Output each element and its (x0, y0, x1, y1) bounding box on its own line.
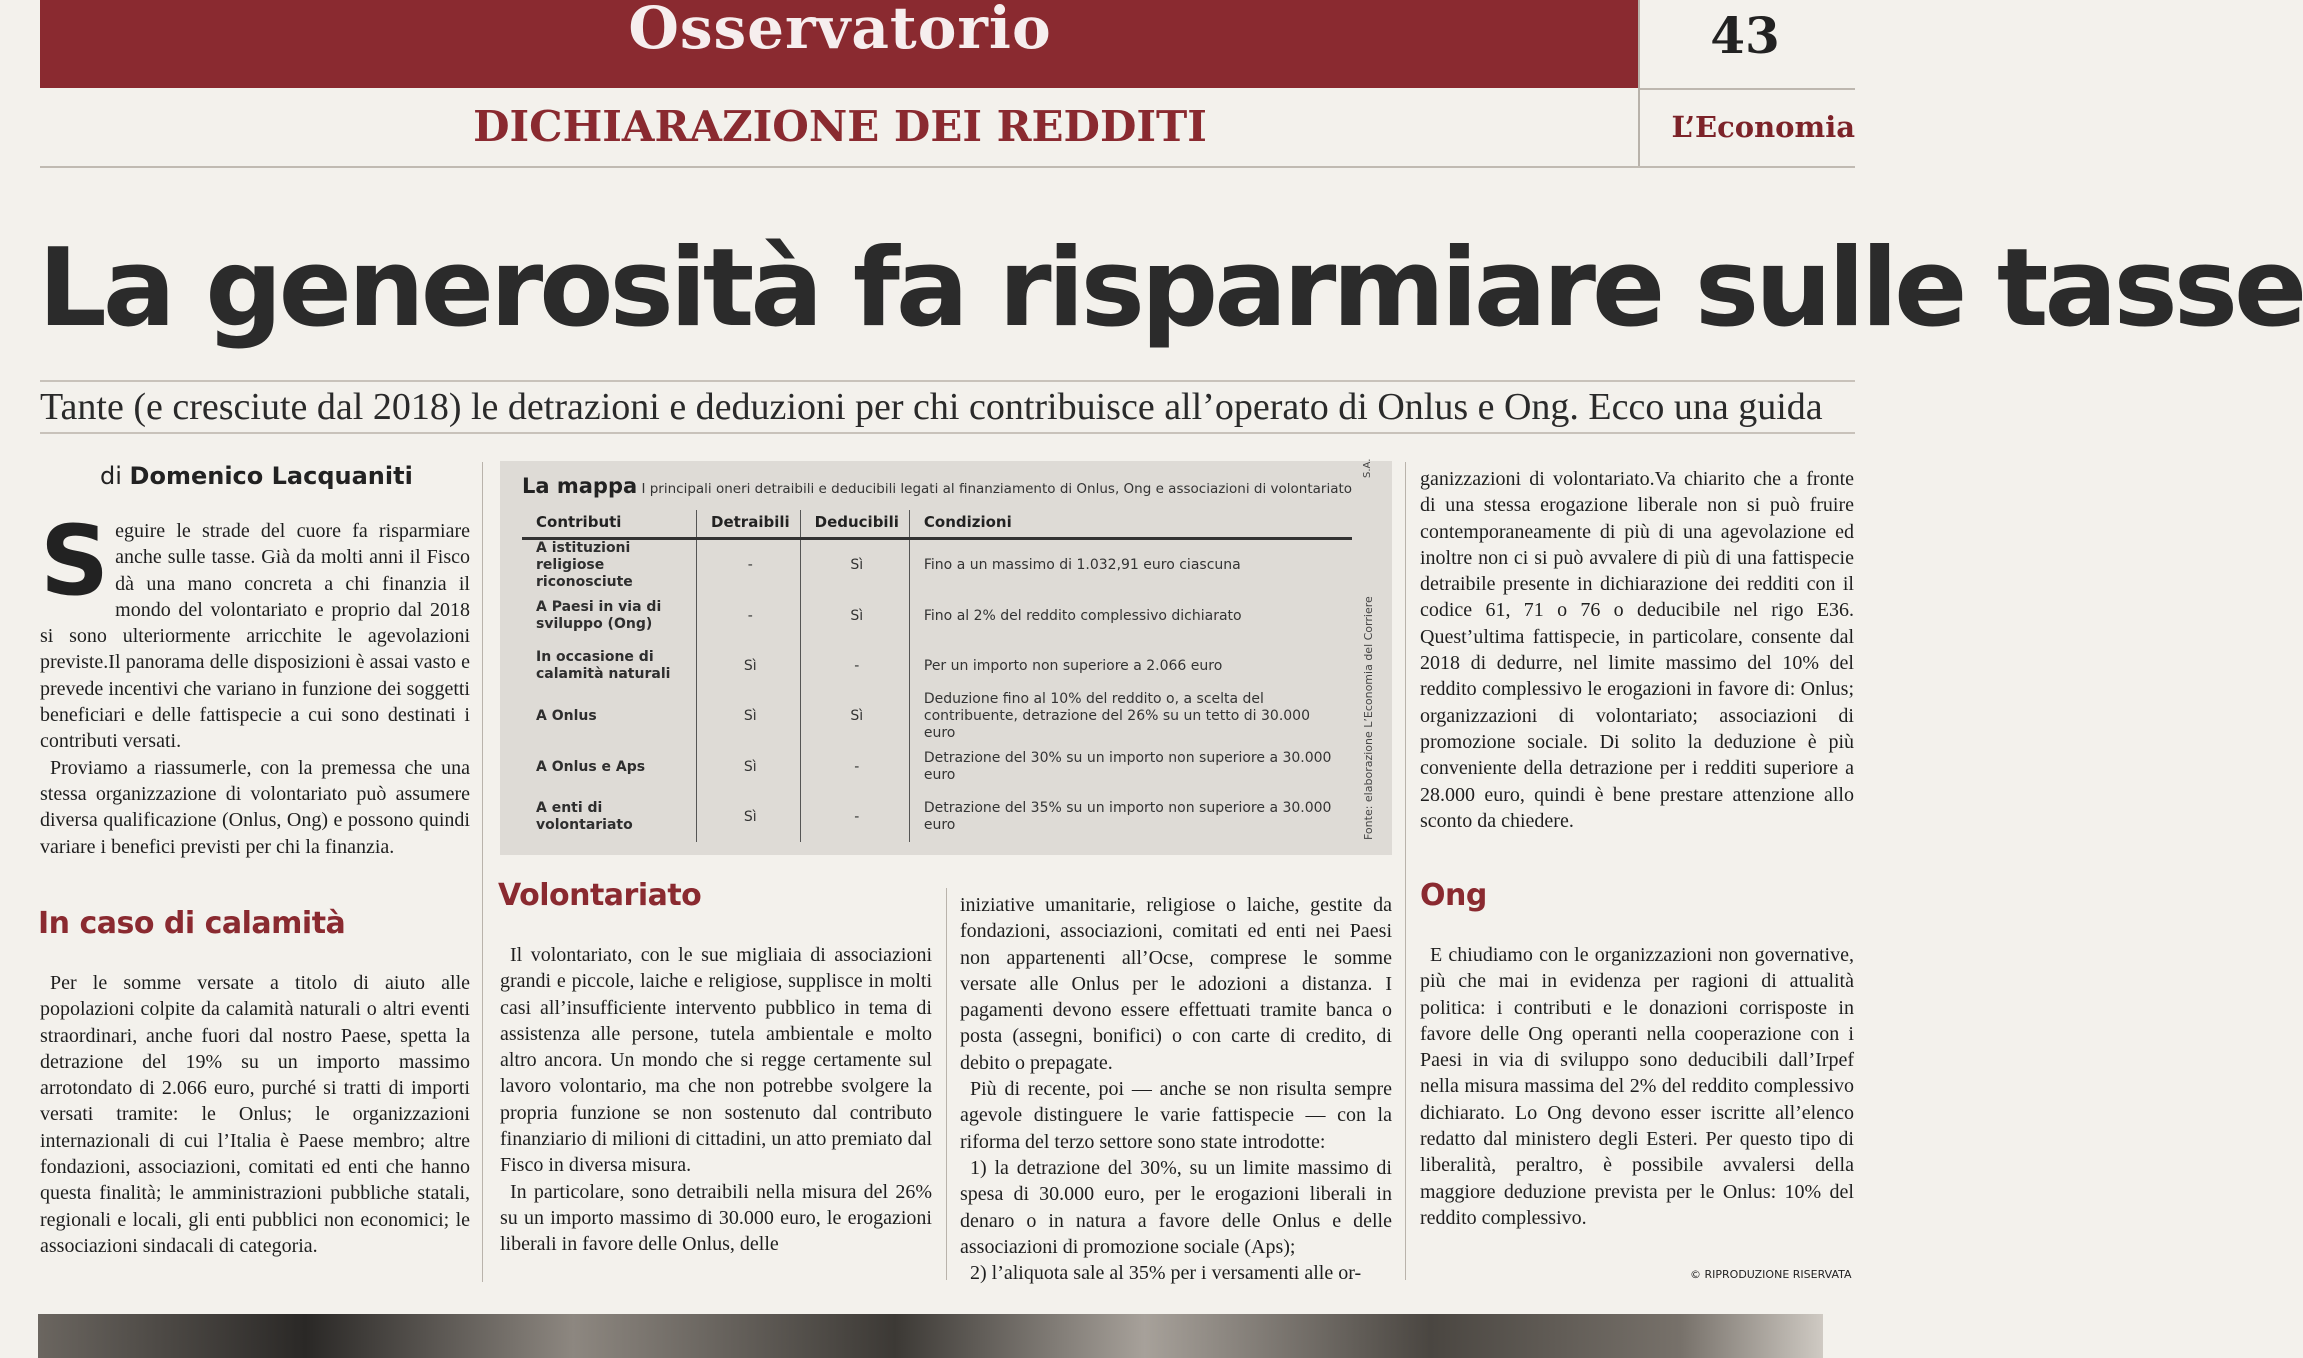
body-paragraph: iniziative umanitarie, religiose o laiche, gestite da fondazioni, associazioni, comitati ed enti nei Paesi non appartenenti all’Ocse, comprese le somme versate alle Onlus per le adozioni a distanza. I pagamenti devono essere effettuati tramite banca o posta (assegni, bonifici) o con carte di credito, di debito o prepagate. (960, 894, 1392, 1074)
table-row (522, 691, 1352, 742)
table-row (522, 641, 1352, 691)
divider (40, 432, 1855, 434)
table-cell: Sì (697, 641, 801, 691)
table-cell: - (697, 539, 801, 592)
drop-cap: S (40, 505, 110, 617)
map-title (522, 474, 1352, 498)
table-header-cell: Deducibili (800, 510, 909, 539)
table-row (522, 591, 1352, 641)
map-initials: S.A. (1362, 458, 1373, 478)
table-cell: Fino al 2% del reddito complessivo dichiarato (909, 591, 1352, 641)
table-row (522, 539, 1352, 592)
table-cell: Sì (800, 539, 909, 592)
deductions-table (522, 510, 1352, 842)
byline-prefix: di (100, 462, 122, 490)
table-cell: - (800, 742, 909, 792)
table-cell: Deduzione fino al 10% del reddito o, a scelta del contribuente, detrazione del 26% su un tetto di 30.000 euro (909, 691, 1352, 742)
table-cell: A enti di volontariato (536, 800, 633, 833)
intro-column (40, 505, 470, 860)
copyright-note: © RIPRODUZIONE RISERVATA (1690, 1268, 1852, 1281)
body-paragraph: E chiudiamo con le organizzazioni non governative, più che mai in evidenza per ragioni di attualità politica: i contributi e le donazioni corrisposte in favore delle Ong operanti nella cooperazione con i Paesi in via di sviluppo sono deducibili dall’Irpef nella misura massima del 2% del reddito complessivo dichiarato. Lo Ong devono esser iscritte all’elenco redatto dal ministero degli Esteri. Per questo tipo di liberalità, peraltro, è possibile avvalersi della maggiore deduzione prevista per le Onlus: 10% del reddito complessivo. (1420, 944, 1854, 1229)
section-heading-calamita: In caso di calamità (38, 906, 346, 941)
table-row (522, 742, 1352, 792)
table-cell: Detrazione del 30% su un importo non superiore a 30.000 euro (909, 742, 1352, 792)
ong-column (1420, 942, 1854, 1231)
byline (100, 462, 413, 490)
column-rule (946, 888, 947, 1280)
body-paragraph: In particolare, sono detraibili nella misura del 26% su un importo massimo di 30.000 euro, le erogazioni liberali in favore delle Onlus, delle (500, 1180, 932, 1256)
brand-logo: L’Economia (1671, 110, 1855, 144)
table-cell: Sì (800, 691, 909, 742)
intro-paragraph: eguire le strade del cuore fa risparmiare anche sulle tasse. Già da molti anni il Fisco dà una mano concreta a chi finanzia il mondo del volontariato e proprio dal 2018 si sono ulteriormente arricchite le agevolazioni previste.Il panorama delle disposizioni è assai vasto e prevede incentivi che variano in funzione dei soggetti beneficiari e delle fattispecie a cui sono destinati i contributi versati. (40, 520, 470, 753)
table-cell: - (800, 641, 909, 691)
table-cell: In occasione di calamità naturali (536, 649, 671, 682)
table-cell: Sì (697, 792, 801, 842)
table-cell: Fino a un massimo di 1.032,91 euro ciascuna (909, 539, 1352, 592)
page-number: 43 (1710, 6, 1780, 65)
subheadline: Tante (e cresciute dal 2018) le detrazioni e deduzioni per chi contribuisce all’operato di Onlus e Ong. Ecco una guida (40, 386, 1823, 428)
rubric-title: DICHIARAZIONE DEI REDDITI (473, 102, 1207, 151)
table-cell: Per un importo non superiore a 2.066 euro (909, 641, 1352, 691)
divider (40, 380, 1855, 382)
column-rule (482, 462, 483, 1282)
body-paragraph: Più di recente, poi — anche se non risulta sempre agevole distinguere le varie fattispecie — con la riforma del terzo settore sono state introdotte: (960, 1078, 1392, 1153)
headline: La generosità fa risparmiare sulle tasse (38, 226, 2303, 351)
table-header-cell: Contributi (522, 510, 697, 539)
table-header-cell: Condizioni (909, 510, 1352, 539)
map-source: Fonte: elaborazione L’Economia del Corriere (1362, 596, 1375, 840)
section-heading-ong: Ong (1420, 878, 1487, 913)
section-heading-volontariato: Volontariato (498, 878, 702, 913)
volontariato-column (500, 942, 932, 1258)
photo-strip (38, 1314, 1823, 1358)
table-cell: A Onlus e Aps (536, 758, 646, 775)
body-paragraph: ganizzazioni di volontariato.Va chiarito che a fronte di una stessa erogazione liberale non si può fruire contemporaneamente di più di una agevolazione ed inoltre non ci si può avvalere di più di una fattispecie detraibile presente in dichiarazione dei redditi con il codice 61, 71 o 76 o deducibile nel rigo E36. Quest’ultima fattispecie, in particolare, consente dal 2018 di dedurre, nel limite massimo del 10% del reddito complessivo le erogazioni in favore di: Onlus; organizzazioni di volontariato; associazioni di promozione sociale. Di solito la deduzione è più conveniente della detrazione per i redditi superiore a 28.000 euro, quindi è bene prestare attenzione allo sconto da chiedere. (1420, 468, 1854, 832)
riforma-column (960, 892, 1392, 1286)
table-cell: A istituzioni religiose riconosciute (536, 540, 633, 590)
detrazioni-column (1420, 466, 1854, 834)
map-title-label: La mappa (522, 474, 638, 498)
table-cell: Detrazione del 35% su un importo non superiore a 30.000 euro (909, 792, 1352, 842)
table-cell: A Paesi in via di sviluppo (Ong) (536, 599, 662, 632)
calamita-column (40, 970, 470, 1259)
table-cell: Sì (800, 591, 909, 641)
section-title: Osservatorio (628, 0, 1052, 62)
column-rule (1405, 462, 1406, 1280)
table-cell: - (800, 792, 909, 842)
table-row (522, 792, 1352, 842)
table-header-cell: Detraibili (697, 510, 801, 539)
table-cell: - (697, 591, 801, 641)
table-cell: Sì (697, 742, 801, 792)
body-paragraph: 2) l’aliquota sale al 35% per i versamenti alle or- (970, 1262, 1362, 1285)
table-cell: A Onlus (536, 708, 597, 724)
table-cell: Sì (697, 691, 801, 742)
body-paragraph: Il volontariato, con le sue migliaia di associazioni grandi e piccole, laiche e religiose, supplisce in molti casi all’insufficiente intervento pubblico in tema di assistenza alle persone, tutela ambientale e molto altro ancora. Un mondo che si regge certamente sul lavoro volontario, ma che non potrebbe svolgere la propria funzione se non sostenuto dal contributo finanziario di milioni di cittadini, un atto premiato dal Fisco in diversa misura. (500, 944, 932, 1177)
header-rule (1640, 88, 1855, 90)
body-paragraph: 1) la detrazione del 30%, su un limite massimo di spesa di 30.000 euro, per le erogazioni liberali in denaro o in natura a favore delle Onlus e delle associazioni di promozione sociale (Aps); (960, 1156, 1392, 1258)
map-caption: I principali oneri detraibili e deducibili legati al finanziamento di Onlus, Ong e associazioni di volontariato (641, 481, 1353, 497)
intro-paragraph: Proviamo a riassumerle, con la premessa che una stessa organizzazione di volontariato può assumere diversa qualificazione (Onlus, Ong) e possono quindi variare i benefici previsti per chi la finanzia. (40, 756, 470, 858)
body-paragraph: Per le somme versate a titolo di aiuto alle popolazioni colpite da calamità naturali o altri eventi straordinari, anche fuori dal nostro Paese, spetta la detrazione del 19% su un importo massimo arrotondato di 2.066 euro, purché si tratti di importi versati tramite: le Onlus; le organizzazioni internazionali di cui l’Italia è Paese membro; altre fondazioni, associazioni, comitati ed enti che hanno questa finalità; le amministrazioni pubbliche statali, regionali e locali, gli enti pubblici non economici; le associazioni sindacali di categoria. (40, 972, 470, 1257)
divider (40, 166, 1855, 168)
author-name: Domenico Lacquaniti (129, 462, 413, 490)
